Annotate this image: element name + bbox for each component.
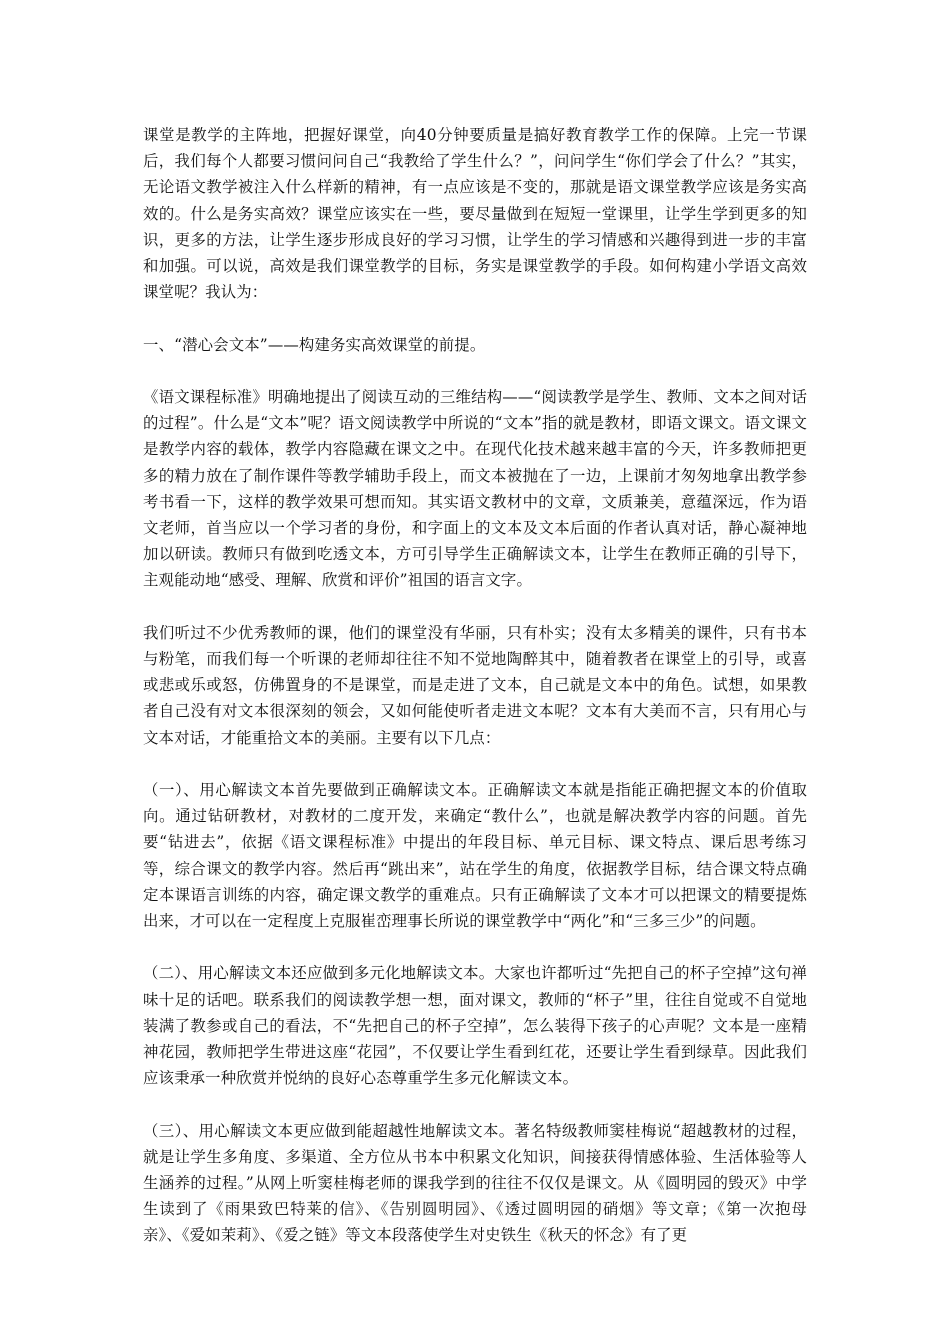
paragraph-excellent-teachers: 我们听过不少优秀教师的课，他们的课堂没有华丽，只有朴实；没有太多精美的课件，只有书本与粉笔，而我们每一个听课的老师却往往不知不觉地陶醉其中，随着教者在课堂上的引导，或喜或悲或乐或怒，仿佛置身的不是课堂，而是走进了文本，自己就是文本中的角色。试想，如果教者自己没有对文本很深刻的领会，又如何能使听者走进文本呢？文本有大美而不言，只有用心与文本对话，才能重拾文本的美丽。主要有以下几点： — [143, 623, 807, 747]
paragraph-point-1: （一）、用心解读文本首先要做到正确解读文本。正确解读文本就是指能正确把握文本的价值取向。通过钻研教材，对教材的二度开发，来确定“教什么”，也就是解决教学内容的问题。首先要“钻进去”，依据《语文课程标准》中提出的年段目标、单元目标、课文特点、课后思考练习等，综合课文的教学内容。然后再“跳出来”，站在学生的角度，依据教学目标，结合课文特点确定本课语言训练的内容，确定课文教学的重难点。只有正确解读了文本才可以把课文的精要提炼出来，才可以在一定程度上克服崔峦理事长所说的课堂教学中“两化”和“三多三少”的问题。 — [143, 781, 807, 931]
paragraph-curriculum-standard: 《语文课程标准》明确地提出了阅读互动的三维结构——“阅读教学是学生、教师、文本之间对话的过程”。什么是“文本”呢？语文阅读教学中所说的“文本”指的就是教材，即语文课文。语文课文是教学内容的载体，教学内容隐藏在课文之中。在现代化技术越来越丰富的今天，许多教师把更多的精力放在了制作课件等教学辅助手段上，而文本被抛在了一边，上课前才匆匆地拿出教学参考书看一下，这样的教学效果可想而知。其实语文教材中的文章，文质兼美，意蕴深远，作为语文老师，首当应以一个学习者的身份，和字面上的文本及文本后面的作者认真对话，静心凝神地加以研读。教师只有做到吃透文本，方可引导学生正确解读文本，让学生在教师正确的引导下，主观能动地“感受、理解、欣赏和评价”祖国的语言文字。 — [143, 388, 807, 590]
paragraph-point-2: （二）、用心解读文本还应做到多元化地解读文本。大家也许都听过“先把自己的杯子空掉”这句禅味十足的话吧。联系我们的阅读教学想一想，面对课文，教师的“杯子”里，往往自觉或不自觉地装满了教参或自己的看法，不“先把自己的杯子空掉”，怎么装得下孩子的心声呢？文本是一座精神花园，教师把学生带进这座“花园”，不仅要让学生看到红花，还要让学生看到绿草。因此我们应该秉承一种欣赏并悦纳的良好心态尊重学生多元化解读文本。 — [143, 964, 807, 1088]
paragraph-intro: 课堂是教学的主阵地，把握好课堂，向40分钟要质量是搞好教育教学工作的保障。上完一节课后，我们每个人都要习惯问问自己“我教给了学生什么？”，问问学生“你们学会了什么？”其实，无论语文教学被注入什么样新的精神，有一点应该是不变的，那就是语文课堂教学应该是务实高效的。什么是务实高效？课堂应该实在一些，要尽量做到在短短一堂课里，让学生学到更多的知识，更多的方法，让学生逐步形成良好的学习习惯，让学生的学习情感和兴趣得到进一步的丰富和加强。可以说，高效是我们课堂教学的目标，务实是课堂教学的手段。如何构建小学语文高效课堂呢？我认为： — [143, 126, 807, 302]
section-heading-1: 一、“潜心会文本”——构建务实高效课堂的前提。 — [143, 335, 486, 354]
document-body — [143, 122, 807, 1249]
paragraph-point-3: （三）、用心解读文本更应做到能超越性地解读文本。著名特级教师窦桂梅说“超越教材的过程，就是让学生多角度、多渠道、全方位从书本中积累文化知识，间接获得情感体验、生活体验等人生涵养的过程。”从网上听窦桂梅老师的课我学到的往往不仅仅是课文。从《圆明园的毁灭》中学生读到了《雨果致巴特莱的信》、《告别圆明园》、《透过圆明园的硝烟》等文章；《第一次抱母亲》、《爱如茉莉》、《爱之链》等文本段落使学生对史铁生《秋天的怀念》有了更 — [143, 1121, 807, 1245]
